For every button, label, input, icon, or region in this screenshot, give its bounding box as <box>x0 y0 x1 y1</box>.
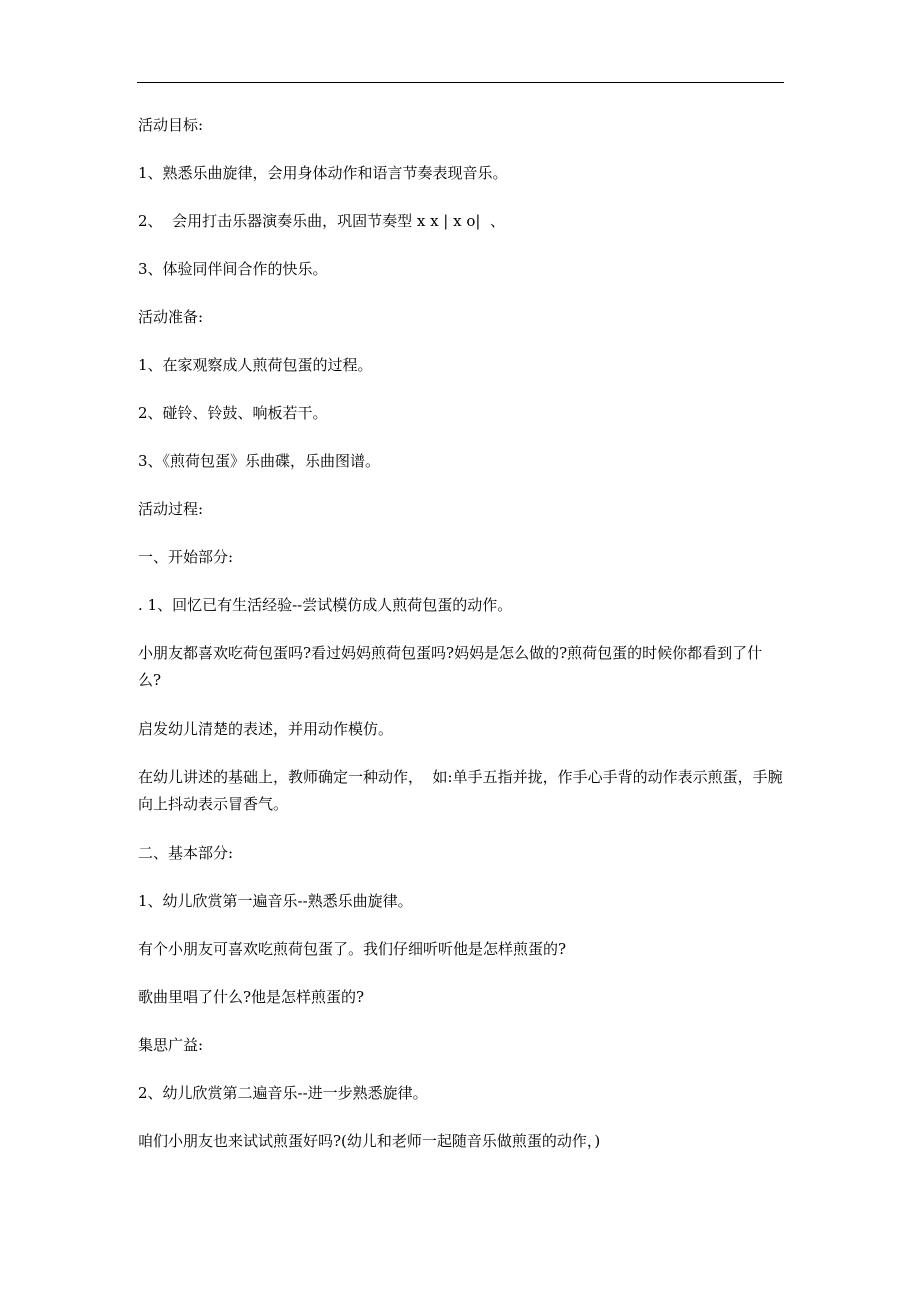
process-step: 1、幼儿欣赏第一遍音乐--熟悉乐曲旋律。 <box>138 892 413 910</box>
document-body <box>138 112 784 1176</box>
process-text: 在幼儿讲述的基础上，教师确定一种动作， 如:单手五指并拢，作手心手背的动作表示煎蛋，手腕向上抖动表示冒香气。 <box>138 768 783 813</box>
goal-item: 3、体验同伴间合作的快乐。 <box>138 260 328 278</box>
section-heading: 一、开始部分: <box>138 548 234 566</box>
process-step: . 1、回忆已有生活经验--尝试模仿成人煎荷包蛋的动作。 <box>138 596 513 614</box>
preparation-item: 3、《煎荷包蛋》乐曲碟，乐曲图谱。 <box>138 452 381 470</box>
process-text: 集思广益: <box>138 1036 204 1054</box>
heading-activity-goals: 活动目标: <box>138 116 204 134</box>
goal-item: 1、熟悉乐曲旋律，会用身体动作和语言节奏表现音乐。 <box>138 164 508 182</box>
preparation-item: 2、碰铃、铃鼓、响板若干。 <box>138 404 328 422</box>
process-text: 歌曲里唱了什么?他是怎样煎蛋的? <box>138 988 365 1006</box>
heading-activity-process: 活动过程: <box>138 500 204 518</box>
preparation-item: 1、在家观察成人煎荷包蛋的过程。 <box>138 356 373 374</box>
process-text: 咱们小朋友也来试试煎蛋好吗?(幼儿和老师一起随音乐做煎蛋的动作，) <box>138 1132 601 1150</box>
process-step: 2、幼儿欣赏第二遍音乐--进一步熟悉旋律。 <box>138 1084 428 1102</box>
heading-activity-preparation: 活动准备: <box>138 308 204 326</box>
header-rule <box>137 82 784 83</box>
process-text: 有个小朋友可喜欢吃煎荷包蛋了。我们仔细听听他是怎样煎蛋的? <box>138 940 567 958</box>
process-text: 小朋友都喜欢吃荷包蛋吗?看过妈妈煎荷包蛋吗?妈妈是怎么做的?煎荷包蛋的时候你都看到了什么? <box>138 644 763 689</box>
process-text: 启发幼儿清楚的表述，并用动作模仿。 <box>138 720 394 738</box>
section-heading: 二、基本部分: <box>138 844 234 862</box>
goal-item: 2、 会用打击乐器演奏乐曲，巩固节奏型 x x | x o| 、 <box>138 212 505 230</box>
